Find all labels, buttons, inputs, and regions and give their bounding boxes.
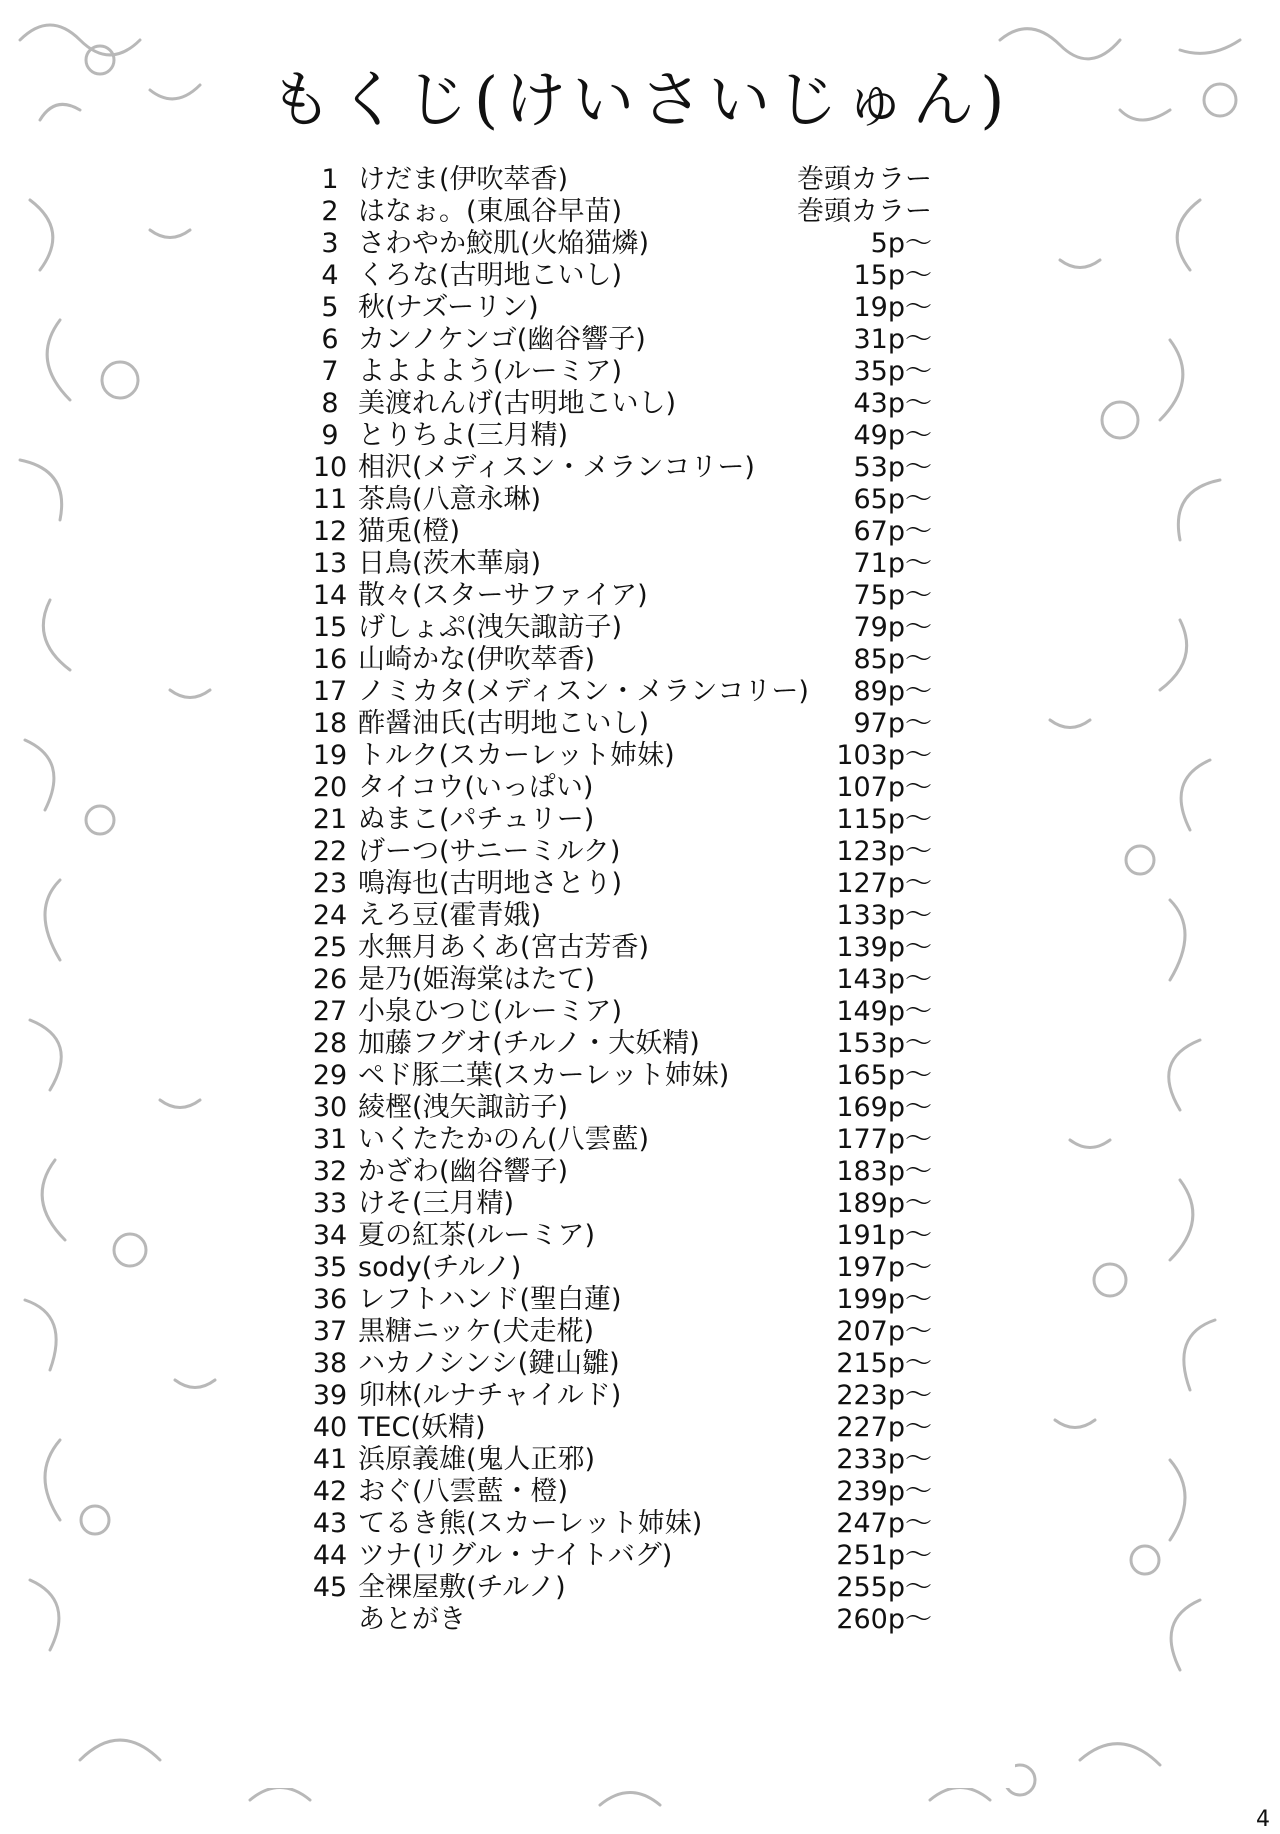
toc-page: 251p～ (836, 1540, 932, 1571)
toc-row (300, 708, 960, 740)
toc-row (300, 324, 960, 356)
toc-page: 233p～ (836, 1444, 932, 1475)
toc-entry: 秋(ナズーリン) (358, 292, 539, 323)
toc-entry: けそ(三月精) (358, 1188, 515, 1219)
toc-entry: えろ豆(霍青娥) (358, 900, 542, 931)
toc-row (300, 1188, 960, 1220)
toc-number: 24 (312, 900, 348, 931)
toc-row (300, 868, 960, 900)
toc-page: 71p～ (853, 548, 932, 579)
toc-entry: 相沢(メディスン・メランコリー) (358, 452, 755, 483)
toc-row (300, 420, 960, 452)
toc-entry: sody(チルノ) (358, 1252, 522, 1283)
toc-page: 255p～ (836, 1572, 932, 1603)
toc-row (300, 1476, 960, 1508)
toc-page: 239p～ (836, 1476, 932, 1507)
toc-entry: 散々(スターサファイア) (358, 580, 648, 611)
toc-number: 14 (312, 580, 348, 611)
toc-entry: 小泉ひつじ(ルーミア) (358, 996, 623, 1027)
toc-number: 28 (312, 1028, 348, 1059)
toc-row (300, 516, 960, 548)
toc-row (300, 548, 960, 580)
toc-entry: てるき熊(スカーレット姉妹) (358, 1508, 703, 1539)
toc-number: 33 (312, 1188, 348, 1219)
toc-row (300, 452, 960, 484)
toc-entry: 全裸屋敷(チルノ) (358, 1572, 566, 1603)
toc-row (300, 1444, 960, 1476)
toc-row (300, 580, 960, 612)
toc-row (300, 612, 960, 644)
toc-number: 1 (321, 164, 339, 195)
toc-page: 191p～ (836, 1220, 932, 1251)
toc-row (300, 164, 960, 196)
toc-entry: TEC(妖精) (358, 1412, 486, 1443)
toc-entry: けだま(伊吹萃香) (358, 164, 569, 195)
toc-page: 巻頭カラー (797, 164, 932, 195)
toc-page: 133p～ (836, 900, 932, 931)
toc-entry: とりちよ(三月精) (358, 420, 569, 451)
toc-page: 143p～ (836, 964, 932, 995)
toc-number: 3 (321, 228, 339, 259)
toc-entry: くろな(古明地こいし) (358, 260, 623, 291)
toc-number: 16 (312, 644, 348, 675)
toc-entry: 日鳥(茨木華扇) (358, 548, 542, 579)
toc-row (300, 1252, 960, 1284)
toc-row (300, 644, 960, 676)
toc-row (300, 1380, 960, 1412)
toc-entry: ハカノシンシ(鍵山雛) (358, 1348, 620, 1379)
toc-entry: 夏の紅茶(ルーミア) (358, 1220, 596, 1251)
toc-number: 17 (312, 676, 348, 707)
toc-row (300, 900, 960, 932)
toc-number: 19 (312, 740, 348, 771)
toc-row (300, 196, 960, 228)
toc-entry: ぬまこ(パチュリー) (358, 804, 595, 835)
toc-entry: トルク(スカーレット姉妹) (358, 740, 675, 771)
toc-number: 10 (312, 452, 348, 483)
toc-number: 27 (312, 996, 348, 1027)
toc-number: 44 (312, 1540, 348, 1571)
toc-number: 7 (321, 356, 339, 387)
toc-page: 巻頭カラー (797, 196, 932, 227)
toc-entry: 黒糖ニッケ(犬走椛) (358, 1316, 594, 1347)
toc-entry: さわやか鮫肌(火焔猫燐) (358, 228, 650, 259)
toc-row (300, 676, 960, 708)
toc-entry: かざわ(幽谷響子) (358, 1156, 569, 1187)
toc-row (300, 228, 960, 260)
toc-page: 153p～ (836, 1028, 932, 1059)
toc-page: 115p～ (836, 804, 932, 835)
toc-row (300, 1156, 960, 1188)
toc-page: 97p～ (853, 708, 932, 739)
toc-number: 6 (321, 324, 339, 355)
toc-page: 85p～ (853, 644, 932, 675)
toc-page: 79p～ (853, 612, 932, 643)
toc-number: 36 (312, 1284, 348, 1315)
toc-row (300, 772, 960, 804)
toc-number: 8 (321, 388, 339, 419)
page-title: もくじ(けいさいじゅん) (270, 63, 1011, 136)
toc-row (300, 356, 960, 388)
toc-entry: おぐ(八雲藍・橙) (358, 1476, 569, 1507)
toc-number: 35 (312, 1252, 348, 1283)
toc-entry: 是乃(姫海棠はたて) (358, 964, 596, 995)
toc-entry: 浜原義雄(鬼人正邪) (358, 1444, 596, 1475)
toc-entry: げしょぷ(洩矢諏訪子) (358, 612, 623, 643)
toc-row (300, 292, 960, 324)
toc-entry: 加藤フグオ(チルノ・大妖精) (358, 1028, 700, 1059)
toc-row (300, 804, 960, 836)
toc-page: 31p～ (853, 324, 932, 355)
toc-number: 31 (312, 1124, 348, 1155)
toc-number: 41 (312, 1444, 348, 1475)
toc-entry: タイコウ(いっぱい) (358, 772, 594, 803)
toc-page: 19p～ (853, 292, 932, 323)
toc-page: 53p～ (853, 452, 932, 483)
toc-row (300, 836, 960, 868)
toc-page: 227p～ (836, 1412, 932, 1443)
toc-entry: げーつ(サニーミルク) (358, 836, 621, 867)
toc-page: 189p～ (836, 1188, 932, 1219)
toc-page: 107p～ (836, 772, 932, 803)
toc-entry: 水無月あくあ(宮古芳香) (358, 932, 650, 963)
toc-number: 23 (312, 868, 348, 899)
toc-page: 65p～ (853, 484, 932, 515)
toc-number: 38 (312, 1348, 348, 1379)
toc-number: 39 (312, 1380, 348, 1411)
toc-page: 199p～ (836, 1284, 932, 1315)
toc-page: 127p～ (836, 868, 932, 899)
toc-page: 139p～ (836, 932, 932, 963)
toc-row (300, 1220, 960, 1252)
toc-number: 18 (312, 708, 348, 739)
toc-number: 43 (312, 1508, 348, 1539)
toc-number: 20 (312, 772, 348, 803)
toc-number: 40 (312, 1412, 348, 1443)
toc-row (300, 1060, 960, 1092)
toc-entry: ノミカタ(メディスン・メランコリー) (358, 676, 809, 707)
toc-entry: 茶鳥(八意永琳) (358, 484, 542, 515)
toc-number: 45 (312, 1572, 348, 1603)
table-of-contents (300, 164, 960, 1636)
toc-entry: レフトハンド(聖白蓮) (358, 1284, 622, 1315)
toc-row (300, 1412, 960, 1444)
toc-number: 11 (312, 484, 348, 515)
toc-page: 149p～ (836, 996, 932, 1027)
toc-page: 223p～ (836, 1380, 932, 1411)
toc-number: 12 (312, 516, 348, 547)
toc-page: 169p～ (836, 1092, 932, 1123)
toc-row (300, 1508, 960, 1540)
toc-number: 9 (321, 420, 339, 451)
toc-number: 25 (312, 932, 348, 963)
toc-row (300, 1124, 960, 1156)
toc-number: 15 (312, 612, 348, 643)
toc-row (300, 932, 960, 964)
toc-number: 5 (321, 292, 339, 323)
toc-row (300, 1540, 960, 1572)
page-number: 4 (1256, 1807, 1270, 1832)
toc-page: 35p～ (853, 356, 932, 387)
toc-number: 32 (312, 1156, 348, 1187)
toc-page: 247p～ (836, 1508, 932, 1539)
toc-page: 165p～ (836, 1060, 932, 1091)
toc-page: 43p～ (853, 388, 932, 419)
toc-row (300, 964, 960, 996)
toc-entry: 山崎かな(伊吹萃香) (358, 644, 596, 675)
toc-page: 89p～ (853, 676, 932, 707)
toc-row (300, 1604, 960, 1636)
toc-number: 29 (312, 1060, 348, 1091)
toc-row (300, 740, 960, 772)
toc-number: 30 (312, 1092, 348, 1123)
toc-row (300, 388, 960, 420)
toc-entry: 綾樫(洩矢諏訪子) (358, 1092, 569, 1123)
toc-page: 260p～ (836, 1604, 932, 1635)
toc-page: 183p～ (836, 1156, 932, 1187)
toc-number: 2 (321, 196, 339, 227)
toc-entry: カンノケンゴ(幽谷響子) (358, 324, 646, 355)
toc-number: 42 (312, 1476, 348, 1507)
toc-entry: いくたたかのん(八雲藍) (358, 1124, 650, 1155)
toc-page: 197p～ (836, 1252, 932, 1283)
toc-row (300, 1028, 960, 1060)
toc-number: 13 (312, 548, 348, 579)
toc-entry: よよよよう(ルーミア) (358, 356, 623, 387)
toc-entry: ツナ(リグル・ナイトバグ) (358, 1540, 673, 1571)
toc-entry: はなぉ。(東風谷早苗) (358, 196, 623, 227)
toc-row (300, 1284, 960, 1316)
toc-page: 75p～ (853, 580, 932, 611)
toc-entry: 美渡れんげ(古明地こいし) (358, 388, 677, 419)
toc-page: 49p～ (853, 420, 932, 451)
toc-row (300, 1572, 960, 1604)
toc-page: 15p～ (853, 260, 932, 291)
toc-page: 5p～ (870, 228, 932, 259)
toc-entry: 卯林(ルナチャイルド) (358, 1380, 622, 1411)
toc-row (300, 1316, 960, 1348)
toc-page: 177p～ (836, 1124, 932, 1155)
toc-page: 103p～ (836, 740, 932, 771)
toc-page: 123p～ (836, 836, 932, 867)
toc-row (300, 484, 960, 516)
toc-entry: 猫兎(橙) (358, 516, 461, 547)
toc-number: 4 (321, 260, 339, 291)
toc-entry: 鳴海也(古明地さとり) (358, 868, 623, 899)
toc-number: 34 (312, 1220, 348, 1251)
toc-number: 26 (312, 964, 348, 995)
toc-row (300, 1092, 960, 1124)
toc-row (300, 996, 960, 1028)
toc-entry: あとがき (358, 1604, 466, 1635)
toc-page: 67p～ (853, 516, 932, 547)
toc-number: 22 (312, 836, 348, 867)
toc-entry: ペド豚二葉(スカーレット姉妹) (358, 1060, 730, 1091)
toc-page: 215p～ (836, 1348, 932, 1379)
toc-page: 207p～ (836, 1316, 932, 1347)
toc-number: 21 (312, 804, 348, 835)
toc-row (300, 1348, 960, 1380)
toc-number: 37 (312, 1316, 348, 1347)
toc-entry: 酢醤油氏(古明地こいし) (358, 708, 650, 739)
toc-row (300, 260, 960, 292)
